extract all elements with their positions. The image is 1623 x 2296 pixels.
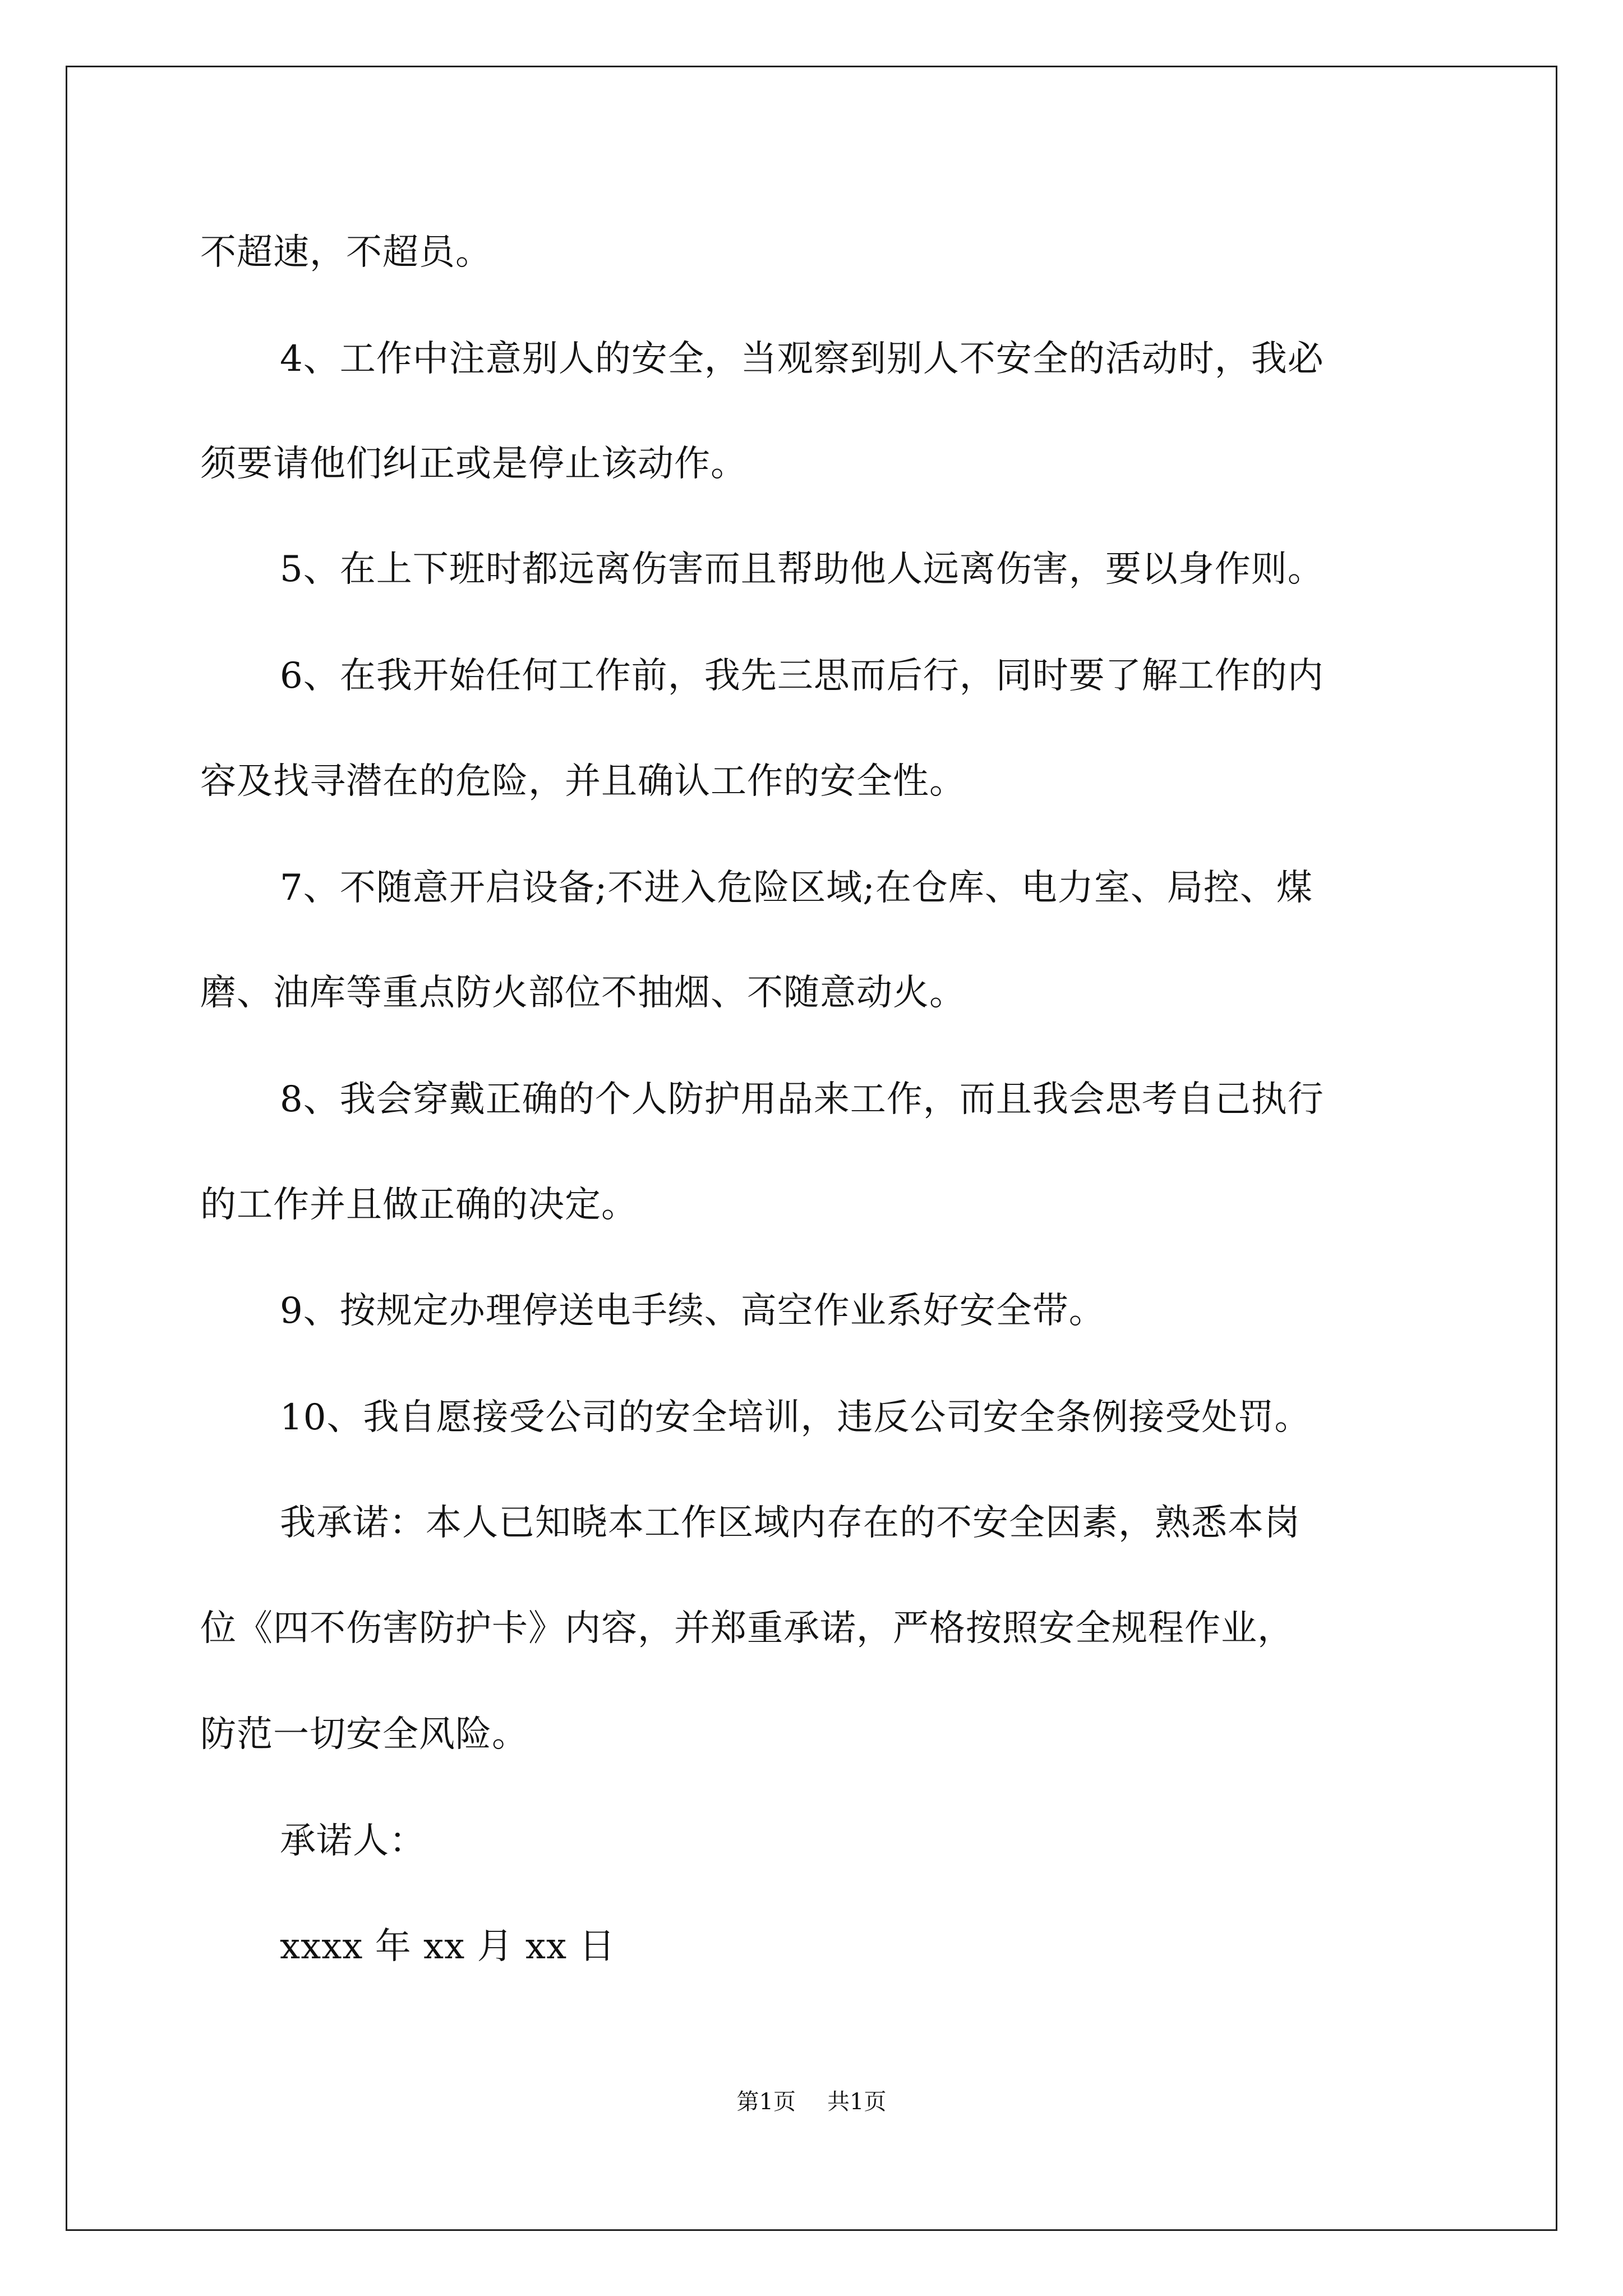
- text-line: 10、我自愿接受公司的安全培训，违反公司安全条例接受处罚。: [280, 1397, 1311, 1438]
- text-line: 7、不随意开启设备;不进入危险区域;在仓库、电力室、局控、煤: [280, 867, 1313, 909]
- text-line: 容及找寻潜在的危险，并且确认工作的安全性。: [200, 761, 966, 802]
- page-border: [66, 66, 1557, 2231]
- text-line: 位《四不伤害防护卡》内容，并郑重承诺，严格按照安全规程作业，: [200, 1608, 1294, 1649]
- page-number: 第1页: [736, 2089, 796, 2115]
- text-line: 防范一切安全风险。: [200, 1714, 528, 1755]
- page-footer: [0, 2088, 1623, 2116]
- text-line: 我承诺：本人已知晓本工作区域内存在的不安全因素，熟悉本岗: [280, 1502, 1301, 1544]
- text-line: 须要请他们纠正或是停止该动作。: [200, 443, 747, 485]
- text-line: 5、在上下班时都远离伤害而且帮助他人远离伤害，要以身作则。: [280, 549, 1324, 590]
- text-line: 的工作并且做正确的决定。: [200, 1184, 638, 1226]
- text-line: 6、在我开始任何工作前，我先三思而后行，同时要了解工作的内: [280, 655, 1324, 697]
- text-line: 4、工作中注意别人的安全，当观察到别人不安全的活动时，我必: [280, 338, 1324, 380]
- text-line: 磨、油库等重点防火部位不抽烟、不随意动火。: [200, 972, 966, 1014]
- date-line: xxxx 年 xx 月 xx 日: [280, 1926, 616, 1967]
- text-line: 9、按规定办理停送电手续、高空作业系好安全带。: [280, 1290, 1105, 1332]
- text-line: 不超速，不超员。: [200, 232, 492, 273]
- text-line: 8、我会穿戴正确的个人防护用品来工作，而且我会思考自己执行: [280, 1079, 1324, 1120]
- signatory-label: 承诺人：: [280, 1820, 426, 1862]
- page-total: 共1页: [827, 2089, 887, 2115]
